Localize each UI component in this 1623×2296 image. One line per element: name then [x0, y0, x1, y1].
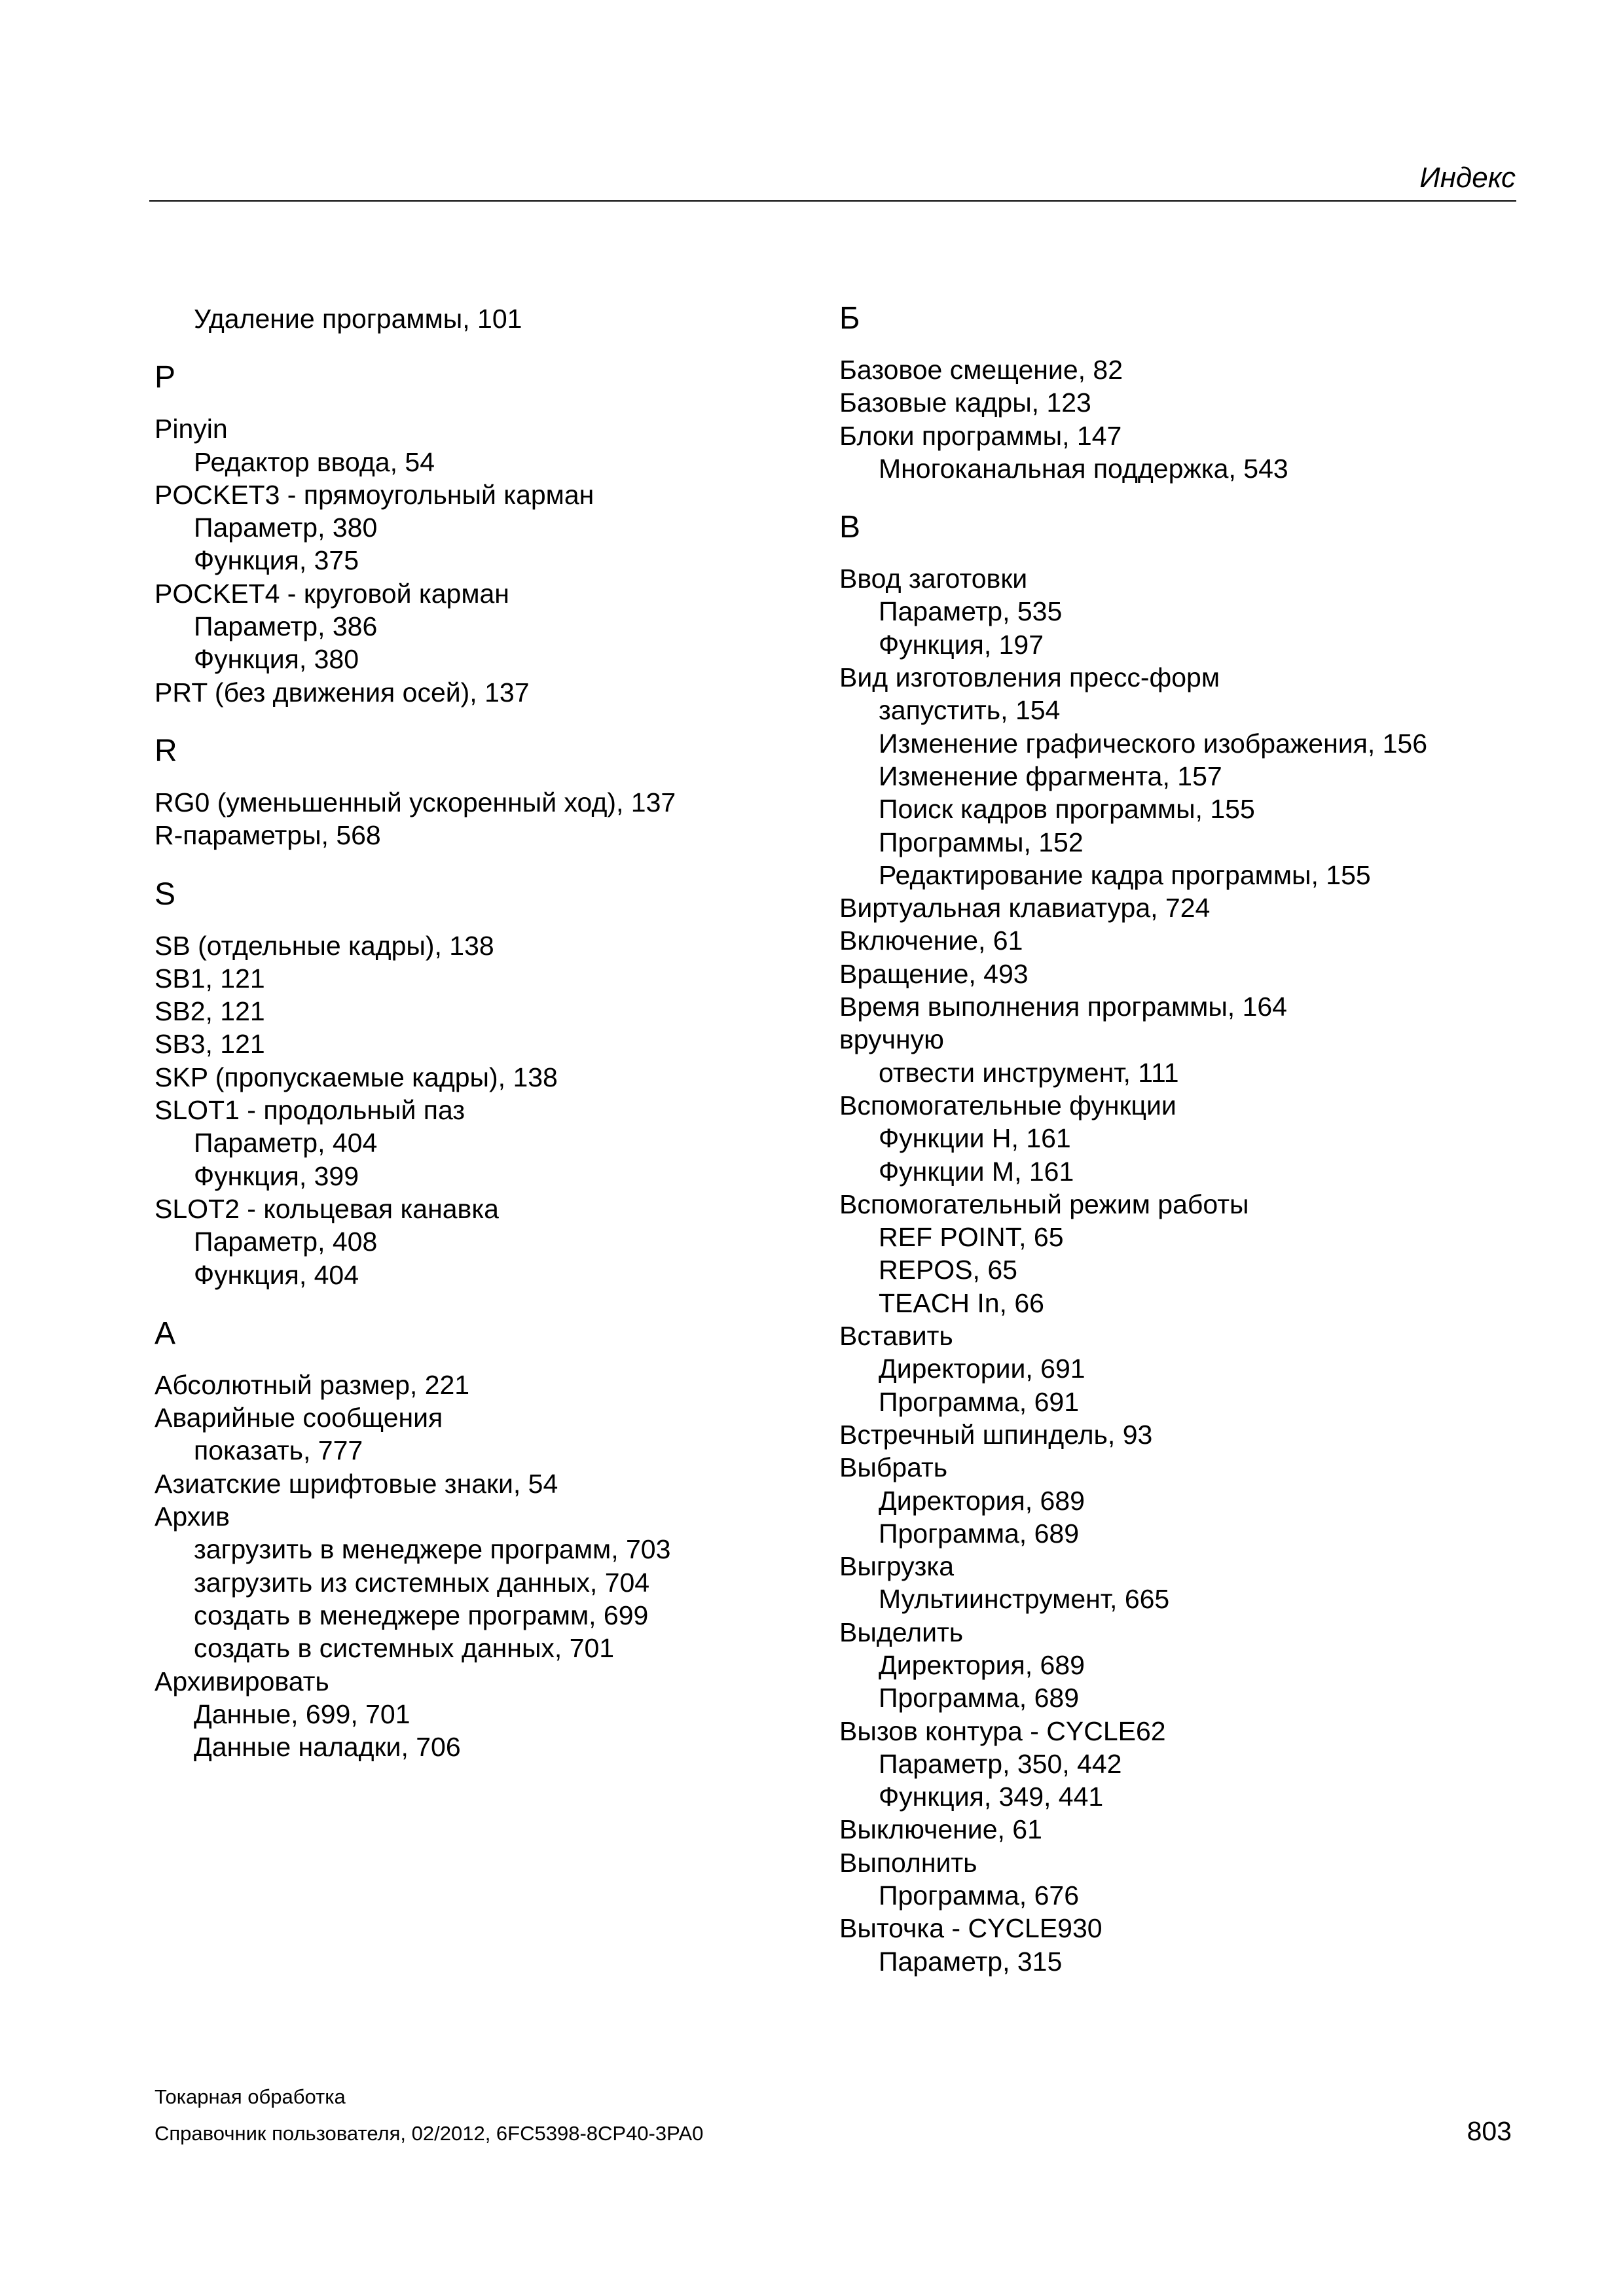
index-subentry: Изменение фрагмента, 157 — [879, 761, 1222, 791]
index-subentry: Параметр, 386 — [194, 611, 378, 642]
index-entry: Выбрать — [839, 1452, 948, 1483]
index-entry: Вращение, 493 — [839, 958, 1029, 989]
index-entry: SB1, 121 — [155, 963, 265, 994]
index-subentry: запустить, 154 — [879, 695, 1061, 726]
index-section — [155, 878, 809, 1291]
index-subentry: Удаление программы, 101 — [194, 304, 522, 334]
index-entry: Встречный шпиндель, 93 — [839, 1419, 1153, 1450]
index-entry: Включение, 61 — [839, 925, 1023, 956]
index-subentry: Функции M, 161 — [879, 1156, 1074, 1187]
index-subentry: создать в менеджере программ, 699 — [194, 1600, 649, 1630]
index-subentry: загрузить в менеджере программ, 703 — [194, 1534, 671, 1565]
index-section — [839, 511, 1527, 1978]
index-entry: SLOT2 - кольцевая канавка — [155, 1193, 499, 1224]
index-entry: Выточка - CYCLE930 — [839, 1913, 1103, 1944]
index-letter-heading: А — [155, 1316, 176, 1351]
index-subentry: Многоканальная поддержка, 543 — [879, 453, 1288, 484]
index-subentry: Мультиинструмент, 665 — [879, 1584, 1170, 1615]
index-subentry: REPOS, 65 — [879, 1255, 1017, 1285]
index-letter-heading: P — [155, 360, 176, 395]
index-entry: Выключение, 61 — [839, 1814, 1042, 1845]
index-section — [839, 302, 1527, 485]
index-letter-heading: S — [155, 876, 176, 912]
index-subentry: Программа, 689 — [879, 1518, 1079, 1549]
index-entry: POCKET3 - прямоугольный карман — [155, 479, 594, 510]
index-subentry: Программа, 676 — [879, 1880, 1079, 1911]
index-subentry: Параметр, 535 — [879, 596, 1063, 627]
index-subentry: Параметр, 408 — [194, 1227, 378, 1257]
index-subentry: Функция, 197 — [879, 629, 1044, 660]
index-subentry: Программы, 152 — [879, 827, 1084, 857]
footer-manual-title: Токарная обработка — [155, 2085, 346, 2108]
index-entry: Базовые кадры, 123 — [839, 387, 1091, 418]
page-number: 803 — [1467, 2116, 1512, 2146]
index-letter-heading: Б — [839, 301, 860, 336]
index-section — [155, 302, 809, 335]
index-entry: Вид изготовления пресс-форм — [839, 662, 1220, 693]
index-entry: Азиатские шрифтовые знаки, 54 — [155, 1468, 558, 1499]
index-entry: SB3, 121 — [155, 1029, 265, 1060]
index-subentry: REF POINT, 65 — [879, 1222, 1064, 1253]
index-subentry: Редактор ввода, 54 — [194, 446, 435, 477]
index-entry: Виртуальная клавиатура, 724 — [839, 893, 1211, 924]
index-entry: SB (отдельные кадры), 138 — [155, 930, 494, 961]
index-entry: вручную — [839, 1024, 944, 1055]
index-subentry: Параметр, 404 — [194, 1128, 378, 1158]
running-header-title: Индекс — [1419, 162, 1516, 194]
index-entry: Аварийные сообщения — [155, 1403, 443, 1433]
index-letter-heading: R — [155, 733, 177, 768]
index-entry: SLOT1 - продольный паз — [155, 1095, 465, 1126]
index-subentry: Параметр, 350, 442 — [879, 1748, 1122, 1779]
index-entry: Выделить — [839, 1617, 964, 1647]
index-subentry: Директория, 689 — [879, 1485, 1085, 1516]
index-letter-heading: В — [839, 510, 861, 545]
index-subentry: Директории, 691 — [879, 1354, 1085, 1384]
index-entry: R-параметры, 568 — [155, 820, 381, 851]
index-entry: PRT (без движения осей), 137 — [155, 677, 530, 708]
index-entry: RG0 (уменьшенный ускоренный ход), 137 — [155, 787, 676, 817]
index-entry: Выгрузка — [839, 1551, 955, 1582]
index-section — [155, 1318, 809, 1764]
index-entry: Вспомогательные функции — [839, 1090, 1176, 1121]
index-entry: Время выполнения программы, 164 — [839, 992, 1287, 1022]
index-subentry: Поиск кадров программы, 155 — [879, 794, 1255, 825]
index-subentry: Функция, 399 — [194, 1160, 359, 1191]
index-entry: Архив — [155, 1501, 230, 1532]
index-subentry: показать, 777 — [194, 1435, 363, 1466]
index-subentry: Данные, 699, 701 — [194, 1698, 410, 1729]
index-subentry: Функция, 349, 441 — [879, 1782, 1104, 1812]
index-subentry: создать в системных данных, 701 — [194, 1633, 615, 1664]
index-subentry: Программа, 691 — [879, 1386, 1079, 1417]
index-entry: Вспомогательный режим работы — [839, 1189, 1249, 1219]
footer-manual-edition: Справочник пользователя, 02/2012, 6FC5398-8CP40-3PA0 — [155, 2122, 704, 2145]
index-subentry: Программа, 689 — [879, 1683, 1079, 1713]
index-subentry: Изменение графического изображения, 156 — [879, 728, 1428, 759]
index-subentry: Редактирование кадра программы, 155 — [879, 859, 1371, 890]
index-section — [155, 735, 809, 852]
index-subentry: Функция, 380 — [194, 644, 359, 675]
index-entry: SB2, 121 — [155, 996, 265, 1027]
index-entry: Выполнить — [839, 1847, 977, 1878]
index-column-right — [839, 302, 1527, 1978]
index-entry: Вызов контура - CYCLE62 — [839, 1715, 1166, 1746]
index-entry: Архивировать — [155, 1666, 329, 1696]
index-subentry: Функции H, 161 — [879, 1123, 1071, 1154]
index-subentry: Параметр, 315 — [879, 1946, 1063, 1977]
header-divider — [149, 200, 1516, 202]
index-subentry: Директория, 689 — [879, 1649, 1085, 1680]
index-entry: SKP (пропускаемые кадры), 138 — [155, 1062, 558, 1092]
index-entry: Базовое смещение, 82 — [839, 355, 1123, 385]
index-subentry: TEACH In, 66 — [879, 1287, 1044, 1318]
index-entry: Вставить — [839, 1321, 953, 1352]
index-entry: POCKET4 - круговой карман — [155, 578, 509, 609]
index-entry: Блоки программы, 147 — [839, 420, 1122, 451]
index-subentry: загрузить из системных данных, 704 — [194, 1567, 650, 1598]
index-subentry: Функция, 375 — [194, 545, 359, 576]
index-section — [155, 361, 809, 709]
index-subentry: отвести инструмент, 111 — [879, 1057, 1179, 1088]
index-subentry: Параметр, 380 — [194, 512, 378, 543]
index-subentry: Данные наладки, 706 — [194, 1732, 461, 1763]
index-entry: Абсолютный размер, 221 — [155, 1369, 470, 1400]
index-subentry: Функция, 404 — [194, 1259, 359, 1290]
index-column-left — [155, 302, 809, 1763]
index-entry: Pinyin — [155, 414, 228, 444]
index-entry: Ввод заготовки — [839, 564, 1028, 594]
